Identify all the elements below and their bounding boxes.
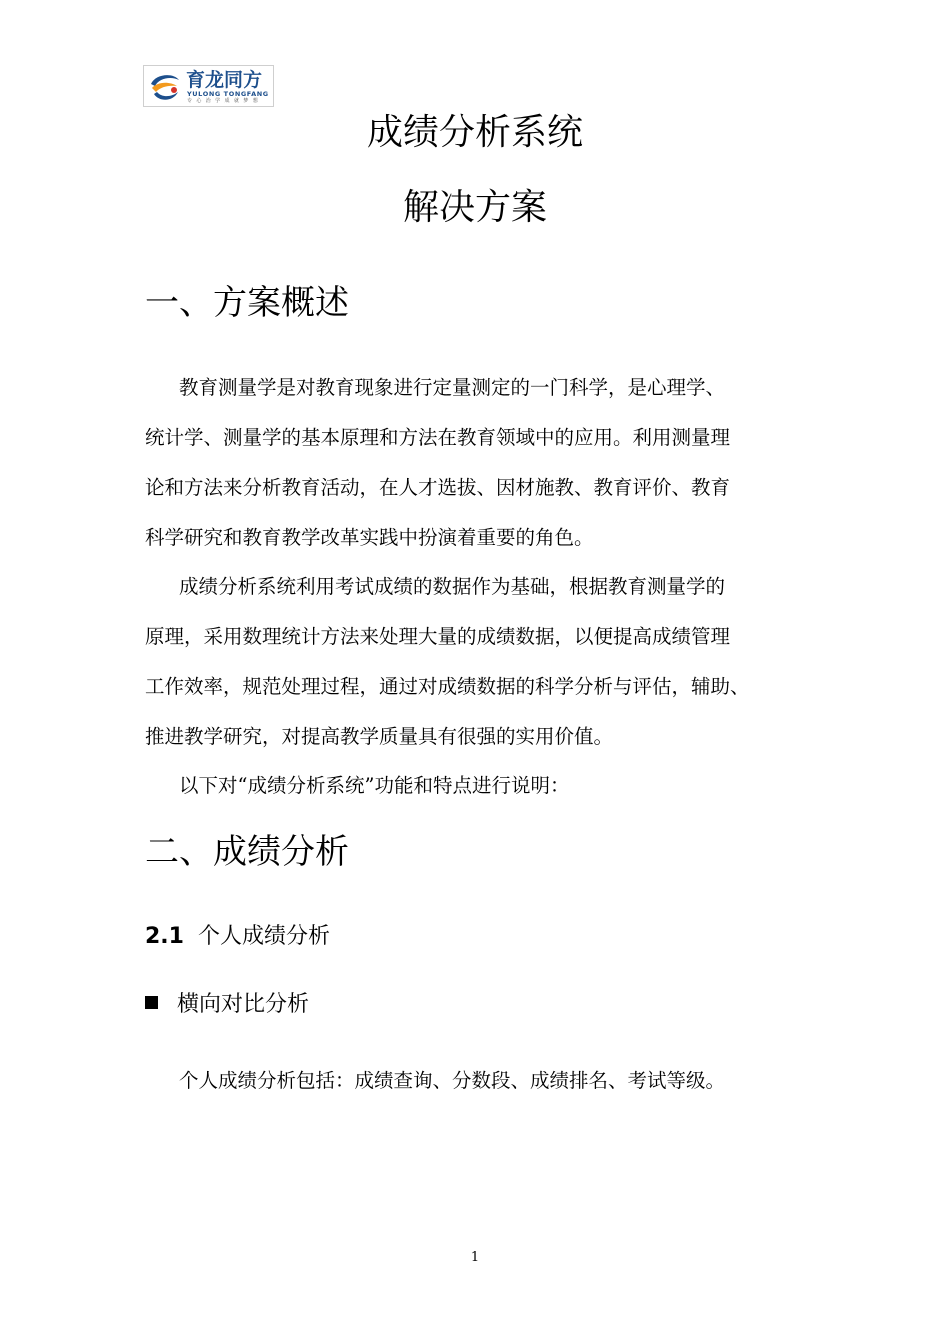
paragraph-line: 成绩分析系统利用考试成绩的数据作为基础，根据教育测量学的	[179, 575, 726, 598]
company-logo	[143, 65, 274, 107]
square-bullet-icon	[145, 996, 158, 1009]
paragraph-line: 论和方法来分析教育活动，在人才选拔、因材施教、教育评价、教育	[145, 476, 731, 499]
section-heading-analysis: 二、成绩分析	[145, 832, 349, 872]
paragraph-line: 推进教学研究，对提高教学质量具有很强的实用价值。	[145, 725, 614, 748]
paragraph-line: 科学研究和教育教学改革实践中扮演着重要的角色。	[145, 526, 594, 549]
document-subtitle: 解决方案	[402, 187, 547, 228]
paragraph-line: 原理，采用数理统计方法来处理大量的成绩数据，以便提高成绩管理	[145, 625, 731, 648]
document-title: 成绩分析系统	[366, 112, 583, 153]
paragraph-line: 统计学、测量学的基本原理和方法在教育领域中的应用。利用测量理	[145, 426, 731, 449]
subsection-title: 个人成绩分析	[197, 924, 330, 949]
logo-brand-en: YULONG TONGFANG	[187, 90, 269, 98]
subsection-heading	[145, 922, 330, 952]
bullet-heading-text: 横向对比分析	[177, 992, 310, 1017]
subsection-number: 2.1	[145, 924, 184, 949]
paragraph-line: 以下对“成绩分析系统”功能和特点进行说明：	[179, 774, 570, 797]
logo-brand-cn: 育龙同方	[186, 69, 263, 91]
logo-swirl-icon	[147, 70, 183, 104]
page-number: 1	[470, 1250, 480, 1265]
paragraph-line: 个人成绩分析包括：成绩查询、分数段、成绩排名、考试等级。	[179, 1069, 726, 1092]
bullet-heading	[145, 990, 309, 1020]
paragraph-line: 工作效率，规范处理过程，通过对成绩数据的科学分析与评估，辅助、	[145, 675, 750, 698]
paragraph-line: 教育测量学是对教育现象进行定量测定的一门科学，是心理学、	[179, 376, 726, 399]
section-heading-overview: 一、方案概述	[145, 283, 349, 323]
logo-tagline: 专 心 治 学 成 就 梦 想	[187, 98, 260, 104]
